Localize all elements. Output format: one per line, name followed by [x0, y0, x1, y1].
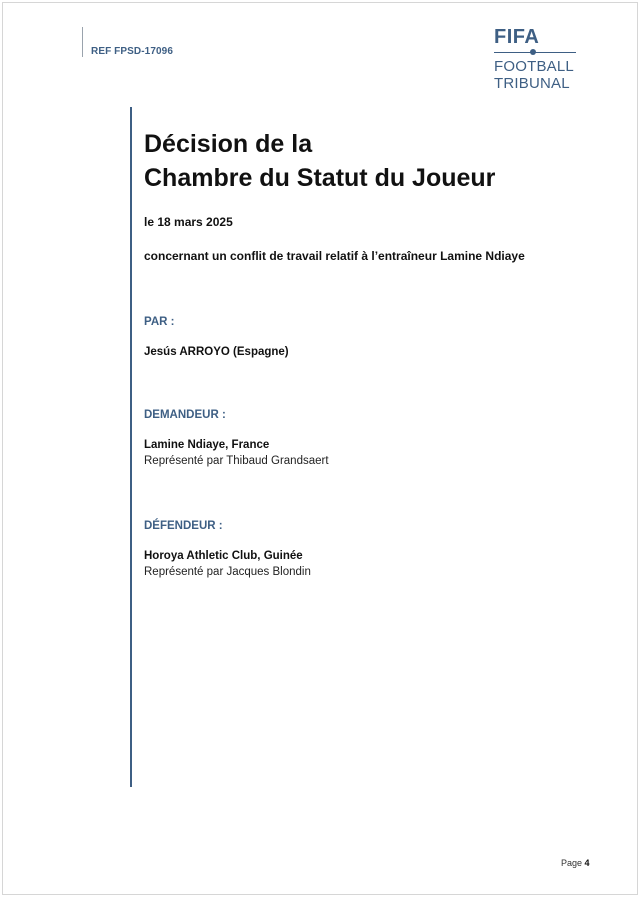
- decision-date: le 18 mars 2025: [144, 215, 233, 229]
- title-line-2: Chambre du Statut du Joueur: [144, 164, 496, 192]
- decision-title: [144, 127, 495, 195]
- decision-subject: concernant un conflit de travail relatif à l’entraîneur Lamine Ndiaye: [144, 249, 525, 263]
- page-number: 4: [584, 858, 590, 868]
- logo-dot-icon: [530, 49, 536, 55]
- content-side-rule: [130, 107, 132, 787]
- fifa-football-tribunal-logo: [494, 26, 584, 92]
- document-page: [2, 2, 638, 895]
- reference-divider: [82, 27, 83, 57]
- demandeur-label: DEMANDEUR :: [144, 409, 226, 421]
- section-defendeur: [144, 520, 604, 580]
- defendeur-name: Horoya Athletic Club, Guinée: [144, 550, 303, 562]
- logo-tribunal-text: TRIBUNAL: [494, 75, 570, 92]
- title-line-1: Décision de la: [144, 130, 313, 158]
- defendeur-label: DÉFENDEUR :: [144, 520, 223, 532]
- reference-number: REF FPSD-17096: [91, 46, 173, 57]
- section-demandeur: [144, 409, 604, 469]
- page-label: Page: [561, 858, 583, 868]
- logo-football-text: FOOTBALL: [494, 58, 574, 75]
- page-footer: [561, 858, 590, 868]
- demandeur-name: Lamine Ndiaye, France: [144, 439, 270, 451]
- logo-fifa-text: FIFA: [494, 26, 540, 48]
- defendeur-representative: Représenté par Jacques Blondin: [144, 566, 311, 578]
- demandeur-representative: Représenté par Thibaud Grandsaert: [144, 455, 329, 467]
- par-label: PAR :: [144, 316, 175, 328]
- section-par: [144, 316, 604, 360]
- par-name: Jesús ARROYO (Espagne): [144, 346, 289, 358]
- logo-divider: [494, 52, 576, 53]
